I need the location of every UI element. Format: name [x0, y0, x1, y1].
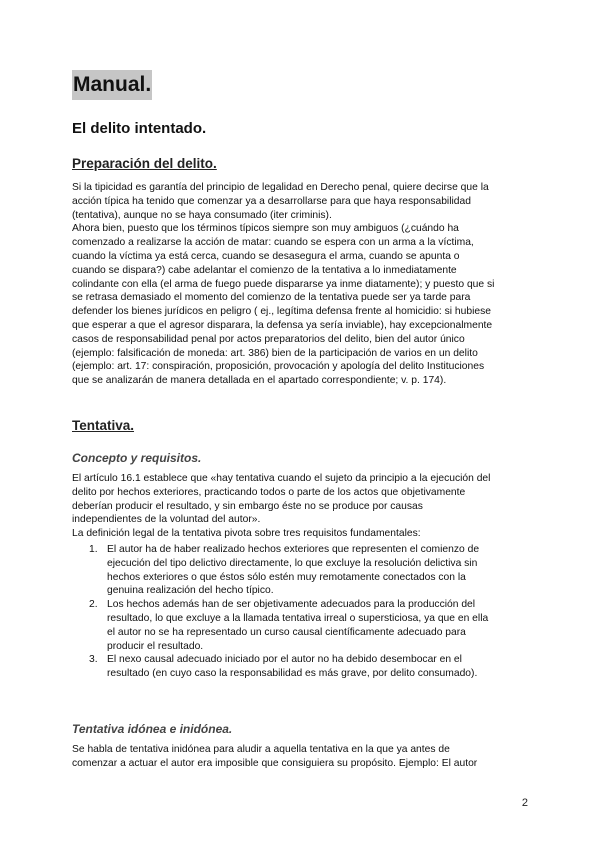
text-line: ejecución del tipo delictivo directamente, lo que excluye la resolución delictiva sin [107, 557, 478, 569]
text-line: se retrasa demasiado el momento del comienzo de la tentativa puede ser ya tarde para [72, 292, 471, 304]
text-line: que esperar a que el agresor disparara, la defensa ya sería inviable), hay excepcionalmente [72, 319, 493, 331]
text-line: resultado, lo que excluye a la llamada tentativa irreal o supersticiosa, ya que en ella [107, 612, 489, 624]
text-line: comenzar a actuar el autor era imposible que consiguiera su propósito. Ejemplo: El autor [72, 757, 478, 769]
text-line: resultado (en cuyo caso la responsabilidad es más grave, por delito consumado). [107, 668, 478, 680]
requirements-list [72, 543, 534, 681]
page-number: 2 [521, 797, 528, 809]
list-item [72, 598, 534, 653]
text-line: genuina realización del hecho típico. [107, 585, 274, 597]
document-title: Manual. [72, 70, 152, 100]
text-line: (ejemplo: falsificación de moneda: art. 386) bien de la participación de varios en un delito [72, 347, 478, 359]
list-number: 3. [89, 654, 98, 666]
text-line: cuando se dispara?) cabe adelantar el comienzo de la tentativa a lo inmediatamente [72, 264, 457, 276]
text-line: (ejemplo: art. 17: conspiración, proposición, provocación y apología del delito Instituciones [72, 361, 485, 373]
chapter-heading: El delito intentado. [72, 120, 207, 137]
section-heading-preparacion: Preparación del delito. [72, 156, 217, 171]
text-line: el autor no se ha representado un curso causal científicamente adecuado para [107, 626, 466, 638]
text-line: defender los bienes jurídicos en peligro ( ej., legítima defensa frente al homicidio: si hubiese [72, 306, 491, 318]
list-number: 2. [89, 599, 98, 611]
text-line: Se habla de tentativa inidónea para aludir a aquella tentativa en la que ya antes de [72, 744, 450, 755]
text-line: producir el resultado. [107, 640, 204, 652]
text-line: acción típica ha tenido que comenzar ya a desarrollarse para que haya responsabilidad [72, 195, 471, 207]
text-line: que se analizarán de manera detallada en el apartado correspondiente; v. p. 174). [72, 375, 447, 387]
text-line: comenzado a realizarse la acción de matar: cuando se espera con un arma a la víctima, [72, 237, 474, 249]
text-line: cuando la víctima ya está cerca, cuando se desasegura el arma, cuando se apunta o [72, 250, 460, 262]
text-line: Los hechos además han de ser objetivamente adecuados para la producción del [107, 599, 476, 611]
paragraph-preparacion [72, 181, 534, 388]
section-heading-tentativa: Tentativa. [72, 418, 135, 433]
text-line: Si la tipicidad es garantía del principio de legalidad en Derecho penal, quiere decirse que la [72, 182, 489, 193]
text-line: El autor ha de haber realizado hechos exteriores que representen el comienzo de [107, 544, 480, 555]
list-item [72, 543, 534, 598]
text-line: La definición legal de la tentativa pivota sobre tres requisitos fundamentales: [72, 528, 421, 540]
text-line: Ahora bien, puesto que los términos típicos siempre son muy ambiguos (¿cuándo ha [72, 223, 459, 235]
paragraph-concepto [72, 472, 534, 541]
subheading-concepto: Concepto y requisitos. [72, 451, 202, 465]
text-line: hechos exteriores o que éstos sólo estén muy remotamente conectados con la [107, 571, 466, 583]
text-line: colindante con ella (el arma de fuego puede dispararse ya inme diatamente); y puesto que si [72, 278, 495, 290]
text-line: El artículo 16.1 establece que «hay tentativa cuando el sujeto da principio a la ejecución del [72, 473, 491, 484]
text-line: El nexo causal adecuado iniciado por el autor no ha debido desembocar en el [107, 654, 462, 666]
text-line: delito por hechos exteriores, practicando todos o parte de los actos que objetivamente [72, 486, 466, 498]
subheading-tentativa-idonea: Tentativa idónea e inidónea. [72, 722, 233, 736]
list-number: 1. [89, 544, 98, 555]
paragraph-tentativa-idonea [72, 743, 534, 771]
text-line: independientes de la voluntad del autor». [72, 514, 261, 526]
text-line: casos de responsabilidad penal por actos preparatorios del delito, bien del autor único [72, 333, 465, 345]
text-line: (tentativa), aunque no se haya consumado (iter criminis). [72, 209, 332, 221]
text-line: deberían producir el resultado, y sin embargo éste no se produce por causas [72, 500, 423, 512]
list-item [72, 653, 534, 681]
